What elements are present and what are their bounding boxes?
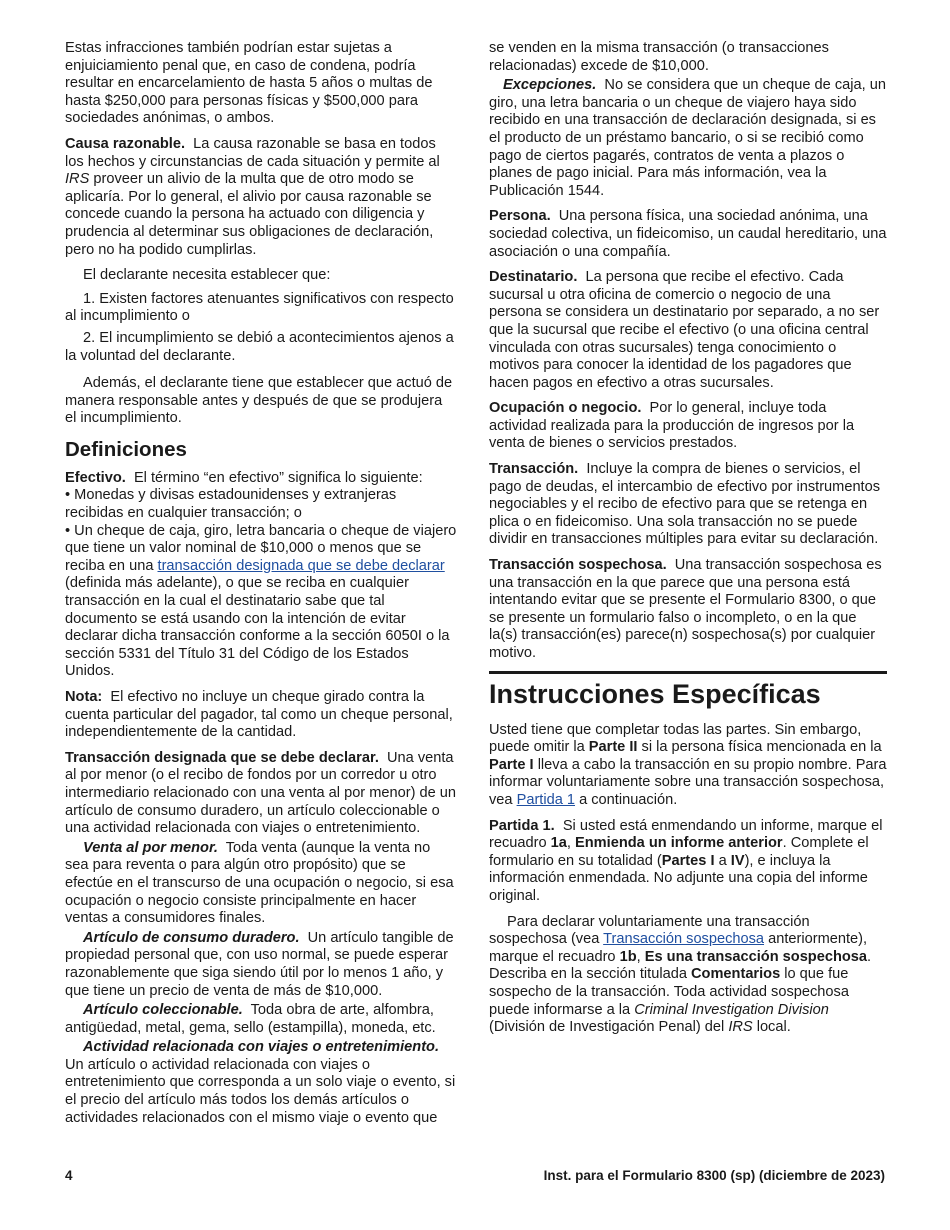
destinatario-text: La persona que recibe el efectivo. Cada sucursal u otra oficina de comercio o negocio de una persona se considera un destinatario por separado, a no ser que la sucursal que recibe el efectivo (o una oficina central vinculada con otras sucursales) tenga conocimiento o motivos para conocer la identidad de los pagadores que hacen pagos en efectivo a otras sucursales. [489,269,880,391]
partida-1-term: Partida 1. [489,817,555,834]
definiciones-heading: Definiciones [65,437,187,461]
vol-box-1b: 1b [619,948,637,965]
tdd-text: Una venta al por menor (o el recibo de fondos por un corredor u otro intermediario relacionado con una venta al por menor) de un artículo de consumo duradero, un artículo coleccionable o una actividad relacionada con viajes o entretenimiento. [65,749,457,837]
coleccionable-term: Artículo coleccionable. [83,1002,243,1019]
part-enmienda: Enmienda un informe anterior [575,835,783,852]
tdd-term: Transacción designada que se debe declarar. [65,749,379,766]
efectivo-term: Efectivo. [65,469,126,486]
inst-text-d: a continuación. [579,791,678,808]
persona-paragraph [489,208,887,261]
persona-term: Persona. [489,208,551,225]
transaccion-text: Incluye la compra de bienes o servicios, el pago de deudas, el intercambio de efectivo por instrumentos negociables y el recibo de efectivo para que se retenga en plica o en fideicomiso. Una sola transacción no se puede dividir en transacciones múltiples para evitar su declaración. [489,461,881,548]
bullet-item-2 [65,523,457,681]
excepciones-text: No se considera que un cheque de caja, un giro, una letra bancaria o un cheque de viajero haya sido recibido en una transacción de declaración designada, si es el producto de un préstamo bancario, o si se recibió como pago de ciertos pagarés, contratos de venta a plazos o planes de pago inicial. Para más información, vea la Publicación 1544. [489,77,886,199]
vol-text-a: Para declarar voluntariamente una transacción sospechosa (vea [489,913,810,948]
sospechosa-paragraph [489,557,887,663]
vol-cid: Criminal Investigation Division [634,1001,829,1018]
continuation-paragraph: se venden en la misma transacción (o transacciones relacionadas) excede de $10,000. [489,40,829,74]
part-text-b: , [566,835,571,852]
venta-text: Toda venta (aunque la venta no sea para reventa o para algún otro propósito) que se efectúe en el transcurso de una ocupación o negocio, si esa ocupación o negocio consiste principalmente en hacer ventas a consumidores finales. [65,839,454,927]
vol-text-d: . Describa en la sección titulada [489,948,872,983]
bullet-item-1 [65,487,457,522]
excepciones-term: Excepciones. [503,77,597,94]
inst-text-a: Usted tiene que completar todas las partes. Sin embargo, puede omitir la [489,721,862,756]
transaccion-sospechosa-link[interactable]: Transacción sospechosa [603,931,765,948]
vol-text-b: anteriormente), marque el recuadro [489,931,868,965]
transaccion-designada-link[interactable]: transacción designada que se debe declarar [157,557,445,574]
vol-irs: IRS [728,1019,753,1036]
partida-1-link[interactable]: Partida 1 [516,791,576,808]
instrucciones-paragraph [489,722,887,810]
bullet-icon: • [65,487,71,504]
nota-paragraph [65,689,457,742]
efectivo-paragraph [65,470,457,488]
excepciones-paragraph [489,77,887,200]
duradero-text: Un artículo tangible de propiedad personal que, con uso normal, se puede esperar razonablemente que siga siendo útil por lo menos 1 año, y que tiene un precio de venta de más de $10,000. [65,929,454,999]
causa-razonable-paragraph [65,136,457,259]
inst-text-b: si la persona física mencionada en la [641,739,882,756]
list-item-2: 2. El incumplimiento se debió a acontecimientos ajenos a la voluntad del declarante. [65,329,454,364]
ocupacion-text: Por lo general, incluye toda actividad realizada para la producción de ingresos por la venta de bienes o servicios prestados. [489,400,855,452]
part-partes-i: Partes I [661,852,715,869]
inst-text-c: lleva a cabo la transacción en su propio nombre. Para informar voluntariamente sobre una transacción sospechosa, vea [489,756,887,808]
left-column [65,40,457,1135]
tdd-paragraph [65,750,457,838]
inst-parte-i: Parte I [489,756,534,773]
destinatario-paragraph [489,269,887,392]
nota-text: El efectivo no incluye un cheque girado contra la cuenta particular del pagador, tal como un cheque personal, independientemente de la cantidad. [65,689,453,741]
sospechosa-text: Una transacción sospechosa es una transacción en la que parece que una persona está intentando evitar que se presente el Formulario 8300, o que se presente un formulario falso o incompleto, o en la que la(s) transacción(es) parece(n) sospechosa(s) por cualquier motivo. [489,557,882,661]
part-box-1a: 1a [550,835,567,852]
nota-term: Nota: [65,689,103,705]
voluntariamente-paragraph [489,914,887,1037]
instrucciones-heading: Instrucciones Específicas [489,671,887,710]
footer-title: Inst. para el Formulario 8300 (sp) (diciembre de 2023) [543,1168,885,1183]
causa-text-a: La causa razonable se basa en todos los hechos y circunstancias de cada situación y permite al [65,135,440,170]
list-item-1: 1. Existen factores atenuantes significativos con respecto al incumplimiento o [65,290,454,325]
part-text-c: . Complete el formulario en su totalidad ( [489,835,869,869]
bullet-icon: • [65,522,71,539]
vol-text-f: (División de Investigación Penal) del [489,1019,725,1036]
duradero-paragraph [65,930,457,1000]
coleccionable-paragraph [65,1002,457,1037]
causa-razonable-term: Causa razonable. [65,135,186,152]
vol-comentarios: Comentarios [691,966,781,983]
vol-text-c: , [636,948,641,965]
viajes-term: Actividad relacionada con viajes o entretenimiento. [83,1039,440,1056]
right-column [489,40,887,1045]
causa-text-b: proveer un alivio de la multa que de otro modo se aplicaría. Por lo general, el alivio por causa razonable se concede cuando la persona ha actuado con diligencia y prudencia al determinar sus obligaciones de declaración, pero no ha podido cumplirlas. [65,171,434,258]
ocupacion-term: Ocupación o negocio. [489,400,642,417]
transaccion-paragraph [489,461,887,549]
duradero-term: Artículo de consumo duradero. [83,929,300,946]
ademas-paragraph: Además, el declarante tiene que establecer que actuó de manera responsable antes y después de que se produjera el incumplimiento. [65,375,453,427]
venta-paragraph [65,840,457,928]
viajes-text: Un artículo o actividad relacionada con viajes o entretenimiento que corresponda a un solo viaje o evento, si el precio del artículo más todos los demás artículos o actividades relacionados con el mismo viaje o evento que [65,1056,456,1126]
part-text-a: Si usted está enmendando un informe, marque el recuadro [489,817,883,852]
part-text-d: a [718,852,727,869]
destinatario-term: Destinatario. [489,269,578,286]
page-footer [65,1168,885,1183]
persona-text: Una persona física, una sociedad anónima, una sociedad colectiva, un fideicomiso, un caudal hereditario, una asociación o una compañía. [489,208,887,260]
part-text-e: ), e incluya la información enmendada. No adjunte una copia del informe original. [489,852,868,904]
penalty-paragraph: Estas infracciones también podrían estar sujetas a enjuiciamiento penal que, en caso de condena, podría resultar en encarcelamiento de hasta 5 años o multas de hasta $250,000 para personas físicas y $500,000 para sociedades anónimas, o ambos. [65,40,433,127]
venta-term: Venta al por menor. [83,839,218,856]
part-iv: IV [730,852,745,869]
efectivo-text: El término “en efectivo” significa lo siguiente: [133,469,423,486]
transaccion-term: Transacción. [489,461,579,478]
viajes-paragraph [65,1039,457,1127]
vol-text-g: local. [756,1019,791,1036]
partida-1-paragraph [489,818,887,906]
bullet2-text-a: Un cheque de caja, giro, letra bancaria o cheque de viajero que tiene un valor nominal de $10,000 o menos que se reciba en una [65,522,457,574]
causa-irs: IRS [65,171,90,188]
bullet1-text: Monedas y divisas estadounidenses y extranjeras recibidas en cualquier transacción; o [65,487,397,522]
declarante-intro: El declarante necesita establecer que: [83,267,331,284]
sospechosa-term: Transacción sospechosa. [489,557,667,574]
vol-text-e: lo que fue sospecho de la transacción. Toda actividad sospechosa puede informarse a la [489,966,849,1018]
vol-es-sospechosa: Es una transacción sospechosa [644,948,868,965]
ocupacion-paragraph [489,400,887,453]
page-number: 4 [65,1168,73,1183]
coleccionable-text: Toda obra de arte, alfombra, antigüedad, metal, gema, sello (estampilla), moneda, etc. [65,1002,436,1036]
inst-parte-ii: Parte II [588,739,638,756]
bullet2-text-b: (definida más adelante), o que se reciba en cualquier transacción en la cual el destinatario sabe que tal documento se está usando con la intención de evitar declarar dicha transacción conforme a la sección 6050I o la sección 5331 del Título 31 del Código de los Estados Unidos. [65,575,450,680]
